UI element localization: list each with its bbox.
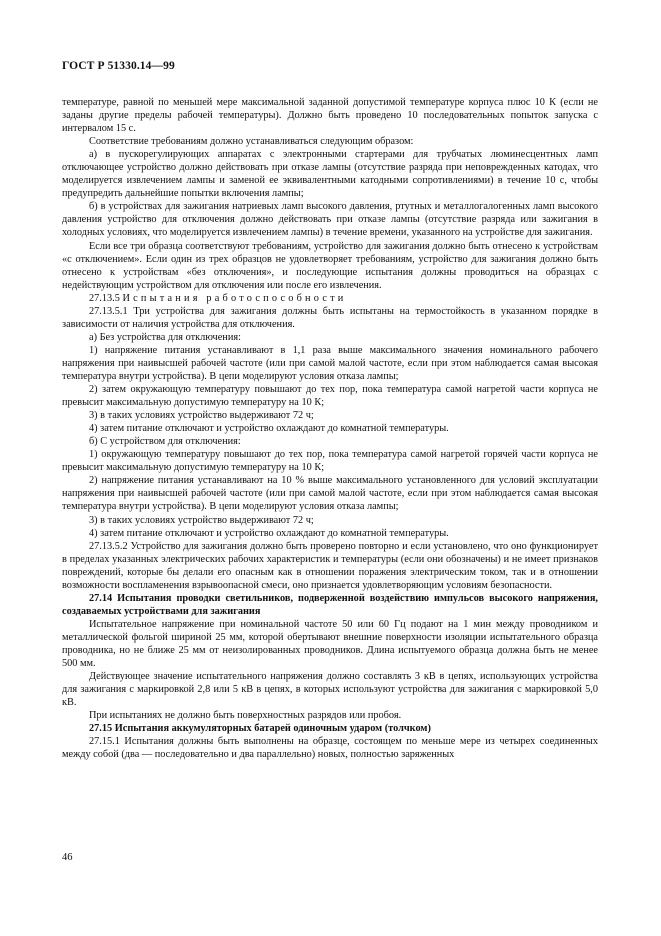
paragraph: 1) напряжение питания устанавливают в 1,1 раза выше максимального значения номинального рабочего напряжения при наивысшей рабочей частоте (или при самой малой частоте, если при этом наблюдается самая высокая температура внутри устройства). В цепи моделируют условия отказа лампы; [62, 344, 598, 382]
document-body [62, 96, 598, 761]
document-header: ГОСТ Р 51330.14—99 [62, 60, 175, 72]
paragraph: б) С устройством для отключения: [89, 436, 241, 448]
paragraph: б) в устройствах для зажигания натриевых ламп высокого давления, ртутных и металлогалогенных ламп высокого давления устройство для отключения должно действовать при отказе лампы (отсутствие разряда или зажигания в холодных условиях, что моделируется извлечением лампы) в течение времени, указанного на устройстве для зажигания. [62, 201, 598, 239]
paragraph: 1) окружающую температуру повышают до тех пор, пока температура самой нагретой горячей части корпуса не превысит максимальную допустимую температуру на 10 К; [62, 449, 598, 474]
paragraph: Соответствие требованиям должно устанавливаться следующим образом: [89, 136, 414, 148]
paragraph: 3) в таких условиях устройство выдерживают 72 ч; [89, 410, 314, 422]
paragraph: 27.13.5.2 Устройство для зажигания должно быть проверено повторно и если установлено, что оно функционирует в пределах указанных электрических рабочих характеристик и температуры (если они обозначены) и не имеет признаков повреждений, которые бы делали его опасным как в отношении поражения электрическим током, так и в отношении возможности воспламенения взрывоопасной смеси, оно признается удовлетворяющим условиям безопасности. [62, 540, 598, 591]
paragraph: 27.15.1 Испытания должны быть выполнены на образце, состоящем по меньше мере из четырех соединенных между собой (два — последовательно и два параллельно) новых, полностью заряженных [62, 736, 598, 761]
paragraph: Испытательное напряжение при номинальной частоте 50 или 60 Гц подают на 1 мин между проводником и металлической фольгой шириной 25 мм, которой обертывают внешние поверхности изоляции испытательного образца проводника, но не ближе 25 мм от неизолированных проводников. Длина испытуемого образца должна быть не менее 500 мм. [62, 618, 598, 670]
section-title-spaced: Испытания работоспособности [122, 292, 347, 304]
section-heading [62, 292, 598, 305]
paragraph: 27.13.5.1 Три устройства для зажигания должны быть испытаны на термостойкость в указанном порядке в зависимости от наличия устройства для отключения. [62, 305, 598, 330]
paragraph: 2) напряжение питания устанавливают на 10 % выше максимального установленного для условий эксплуатации напряжения при наивысшей рабочей частоте (или при самой малой частоте, если при этом наблюдается самая высокая температура внутри устройства). В цепи моделируют условия отказа лампы; [62, 475, 598, 513]
paragraph: а) Без устройства для отключения: [89, 331, 241, 343]
section-number: 27.13.5 [89, 292, 120, 304]
section-heading-bold: 27.15 Испытания аккумуляторных батарей одиночным ударом (толчком) [89, 723, 431, 735]
paragraph: температуре, равной по меньшей мере максимальной заданной допустимой температуре корпуса плюс 10 К (если не заданы другие пределы рабочей температуры). Должно быть проведено 10 последовательных попыток запуска с интервалом 15 с. [62, 97, 598, 135]
paragraph: 4) затем питание отключают и устройство охлаждают до комнатной температуры. [89, 423, 449, 435]
paragraph: При испытаниях не должно быть поверхностных разрядов или пробоя. [89, 710, 402, 722]
section-heading-bold: 27.14 Испытания проводки светильников, подверженной воздействию импульсов высокого напряжения, создаваемых устройствами для зажигания [62, 592, 598, 617]
paragraph: 4) затем питание отключают и устройство охлаждают до комнатной температуры. [89, 527, 449, 539]
page-number: 46 [62, 852, 73, 863]
paragraph: Если все три образца соответствуют требованиям, устройство для зажигания должно быть отнесено к устройствам «с отключением». Если один из трех образцов не удовлетворяет требованиям, устройство для зажигания должно быть отнесено к устройствам «без отключения», и последующие испытания должны проводиться на образцах с недействующим устройством для отключения или после его извлечения. [62, 240, 598, 291]
paragraph: Действующее значение испытательного напряжения должно составлять 3 кВ в цепях, использующих устройства для зажигания с маркировкой 2,8 или 5 кВ в цепях, в которых используют устройства для зажигания с маркировкой 5,0 кВ. [62, 671, 598, 709]
paragraph: 3) в таких условиях устройство выдерживают 72 ч; [89, 514, 314, 526]
paragraph: а) в пускорегулирующих аппаратах с электронными стартерами для трубчатых люминесцентных ламп отключающее устройство должно действовать при отказе лампы (отсутствие разряда при неповрежденных катодах, что моделируется извлечением лампы и заменой ее эквивалентными катодными сопротивлениями) в течение 10 с, чтобы предупредить дальнейшие попытки включения лампы; [62, 149, 598, 200]
paragraph: 2) затем окружающую температуру повышают до тех пор, пока температура самой нагретой части корпуса не превысит максимальную допустимую температуру на 10 К; [62, 384, 598, 409]
